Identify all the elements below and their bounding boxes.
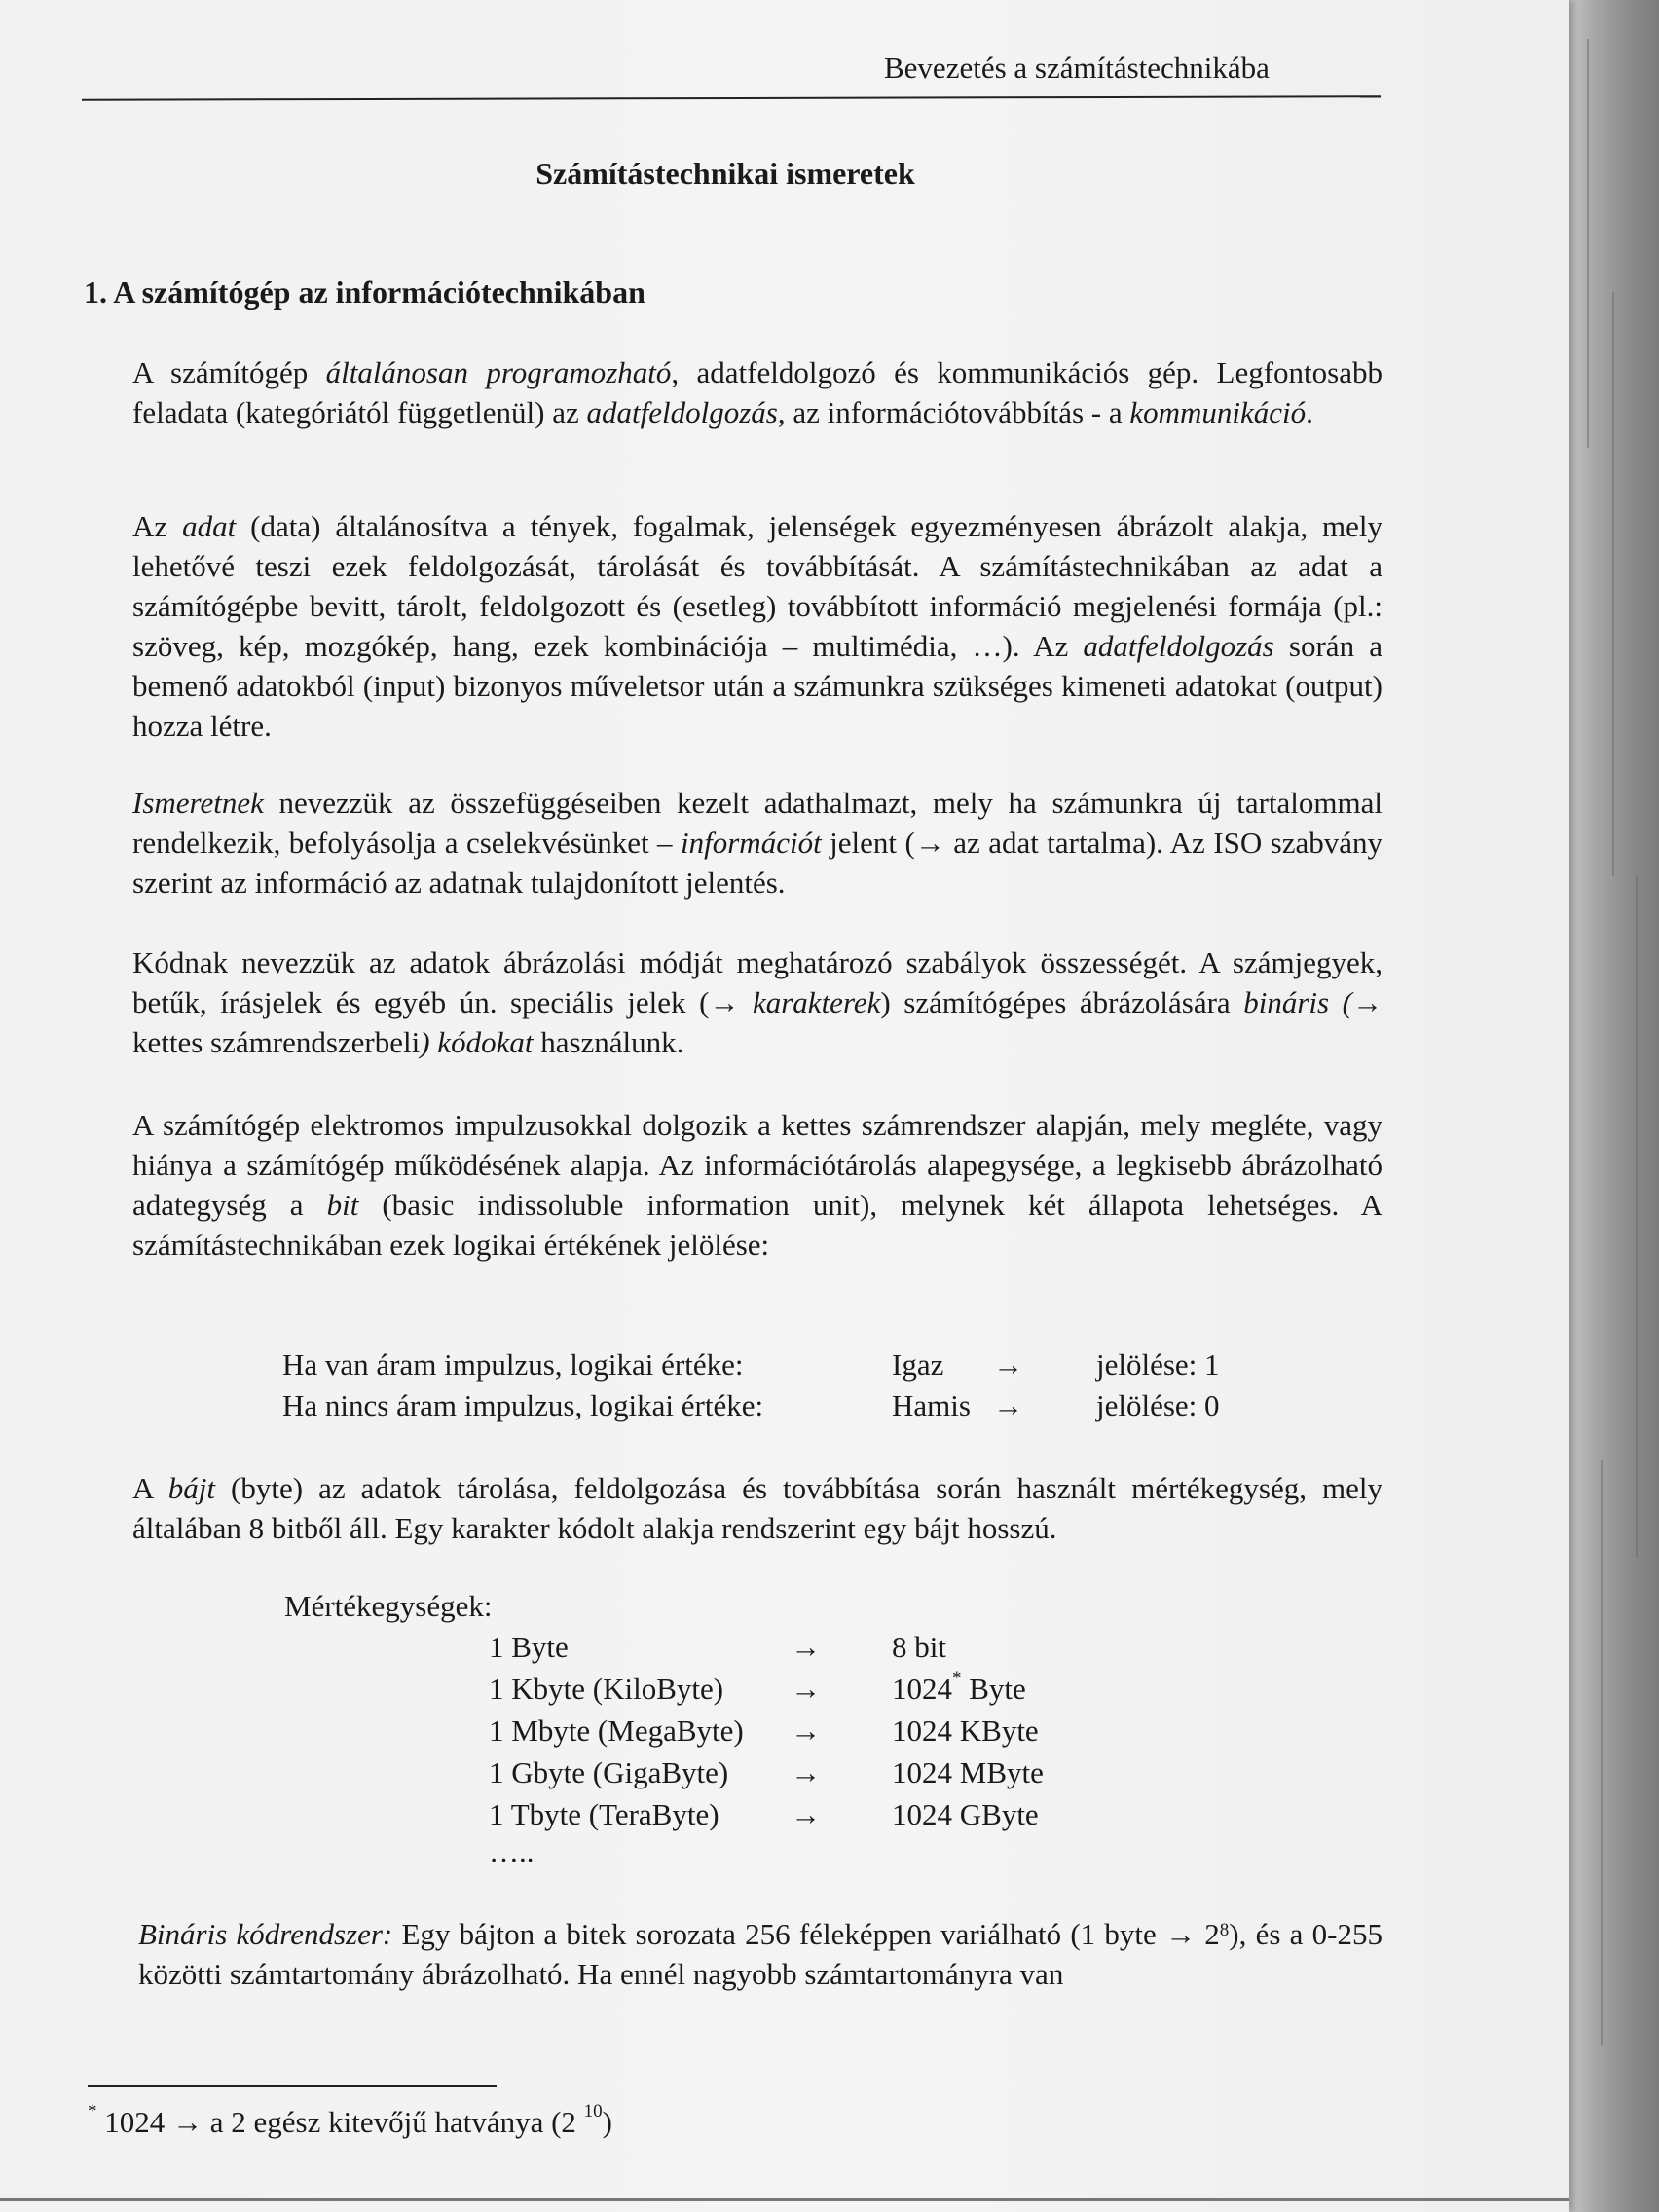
footnote: * 1024 → a 2 egész kitevőjű hatványa (2 $^{10}$)	[88, 2101, 612, 2139]
paragraph-2: Az adat (data) általánosítva a tények, fogalmak, jelenségek egyezményesen ábrázolt alakja, mely lehetővé teszi ezek feldolgozását, tárolását és továbbítását. A számítástechnikában az adat a számítógépbe bevitt, tárolt, feldolgozott és (esetleg) továbbított információ megjelenési formája (pl.: szöveg, kép, mozgókép, hang, ezek kombinációja – multimédia, …). Az adatfeldolgozás során a bemenő adatokból (input) bizonyos műveletsor után a számunkra szükséges kimeneti adatokat (output) hozza létre.	[132, 509, 1382, 743]
unit-name: 1 Byte	[489, 1630, 569, 1664]
paragraph-5: A számítógép elektromos impulzusokkal dolgozik a kettes számrendszer alapján, mely megléte, vagy hiánya a számítógép működésének alapja. Az információtárolás alapegysége, a legkisebb ábrázolható adategység a bit (basic indissoluble information unit), melynek két állapota lehetséges. A számítástechnikában ezek logikai értékének jelölése:	[132, 1108, 1382, 1262]
header-rule	[82, 95, 1381, 100]
logic-condition: Ha van áram impulzus, logikai értéke:	[282, 1347, 744, 1382]
arrow-icon: →	[993, 1347, 1023, 1382]
paragraph-4: Kódnak nevezzük az adatok ábrázolási módját meghatározó szabályok összességét. A számjegyek, betűk, írásjelek és egyéb ún. speciális jelek (→ karakterek) számítógépes ábrázolására bináris (→ kettes számrendszerbeli) kódokat használunk.	[132, 945, 1382, 1059]
units-ellipsis: …..	[489, 1834, 535, 1868]
section-heading: 1. A számítógép az információtechnikában	[84, 275, 645, 310]
unit-row	[0, 1714, 1363, 1754]
unit-name: 1 Mbyte (MegaByte)	[489, 1714, 744, 1748]
logic-notation: jelölése: 1	[1096, 1347, 1220, 1382]
arrow-icon: →	[791, 1714, 821, 1748]
logic-notation: jelölése: 0	[1096, 1388, 1220, 1422]
scanner-edge	[1567, 0, 1659, 2212]
unit-value: 1024 MByte	[892, 1755, 1044, 1789]
footnote-rule	[88, 2085, 497, 2087]
arrow-icon: →	[993, 1388, 1023, 1422]
unit-row	[0, 1797, 1363, 1838]
paragraph-1: A számítógép általánosan programozható, adatfeldolgozó és kommunikációs gép. Legfontosabb feladata (kategóriától függetlenül) az adatfeldolgozás, az információtovábbítás - a kommunikáció.	[132, 355, 1382, 429]
unit-value: 1024 GByte	[892, 1797, 1039, 1831]
unit-row	[0, 1668, 1363, 1713]
document-title: Számítástechnikai ismeretek	[535, 156, 915, 191]
logic-value: Igaz	[892, 1347, 944, 1382]
running-header: Bevezetés a számítástechnikába	[884, 51, 1270, 85]
paragraph-6: A bájt (byte) az adatok tárolása, feldolgozása és továbbítása során használt mértékegység, mely általában 8 bitből áll. Egy karakter kódolt alakja rendszerint egy bájt hosszú.	[132, 1471, 1383, 1545]
unit-name: 1 Kbyte (KiloByte)	[489, 1672, 724, 1706]
arrow-icon: →	[791, 1797, 821, 1831]
page-bottom-edge	[0, 2198, 1569, 2201]
arrow-icon: →	[791, 1630, 821, 1664]
unit-name: 1 Gbyte (GigaByte)	[489, 1755, 729, 1789]
logic-value: Hamis	[892, 1388, 971, 1422]
paragraph-7: Bináris kódrendszer: Egy bájton a bitek sorozata 256 féleképpen variálható (1 byte → $2^8$), és a 0-255 közötti számtartomány ábrázolható. Ha ennél nagyobb számtartományra van	[138, 1917, 1382, 1991]
unit-value: 1024* Byte	[892, 1668, 1026, 1706]
arrow-icon: →	[791, 1755, 821, 1789]
unit-row	[0, 1630, 1363, 1671]
arrow-icon: →	[791, 1672, 821, 1706]
unit-value: 1024 KByte	[892, 1714, 1039, 1748]
unit-name: 1 Tbyte (TeraByte)	[489, 1797, 719, 1831]
unit-value: 8 bit	[892, 1630, 946, 1664]
unit-row	[0, 1755, 1363, 1796]
units-label: Mértékegységek:	[284, 1589, 493, 1623]
logic-condition: Ha nincs áram impulzus, logikai értéke:	[282, 1388, 764, 1422]
paragraph-3: Ismeretnek nevezzük az összefüggéseiben kezelt adathalmazt, mely ha számunkra új tartalommal rendelkezik, befolyásolja a cselekvésünket – információt jelent (→ az adat tartalma). Az ISO szabvány szerint az információ az adatnak tulajdonított jelentés.	[132, 786, 1382, 900]
